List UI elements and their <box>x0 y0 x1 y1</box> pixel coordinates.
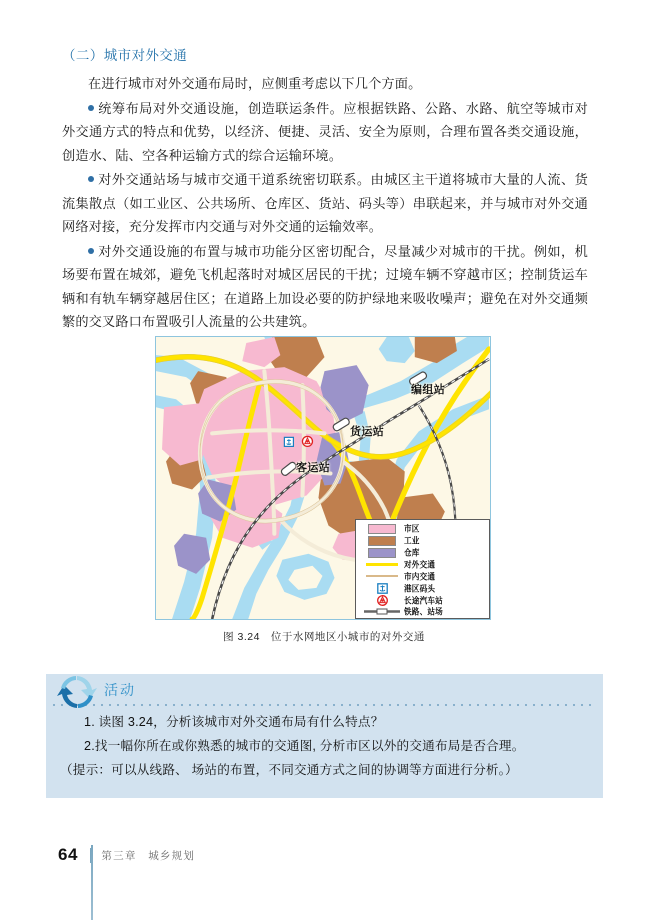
map-label-marshalling-yard: 编组站 <box>411 384 446 396</box>
bullet-dot-icon <box>88 176 94 182</box>
port-dock-icon <box>284 437 293 446</box>
legend-item-external-transport <box>360 559 485 571</box>
page-title: （二）城市对外交通 <box>62 48 188 63</box>
legend-label-bus-station: 长途汽车站 <box>404 594 443 606</box>
activity-divider <box>50 704 591 706</box>
map-frame <box>155 336 491 620</box>
legend-label-industry: 工业 <box>404 535 420 546</box>
activity-box <box>46 674 603 798</box>
page-footer <box>58 845 195 865</box>
page-content <box>62 44 588 335</box>
legend-item-urban <box>360 523 485 535</box>
paragraph-bullet-3-text: 对外交通设施的布置与城市功能分区密切配合，尽量减少对城市的干扰。例如，机场要布置在城郊，避免飞机起落时对城区居民的干扰；过境车辆不穿越市区；控制货运车辆和有轨车辆穿越居住区；在道路上加设必要的防护绿地来吸收噪声；避免在对外交通频繁的交叉路口布置吸引人流量的公共建筑。 <box>62 243 588 329</box>
railway-icon <box>360 607 404 616</box>
paragraph-intro: 在进行城市对外交通布局时，应侧重考虑以下几个方面。 <box>88 76 422 91</box>
page-spine-line <box>91 845 93 920</box>
bullet-dot-icon <box>88 248 94 254</box>
legend-label-railway: 铁路、站场 <box>404 606 443 618</box>
legend-item-bus-station <box>360 594 485 606</box>
legend-label-port-dock: 港区码头 <box>404 583 436 594</box>
legend-item-inner-transport <box>360 571 485 583</box>
legend-swatch-warehouse <box>360 548 404 558</box>
activity-item-1: 1. 读图 3.24，分析该城市对外交通布局有什么特点？ <box>84 715 384 729</box>
figure-caption: 图 3.24 位于水网地区小城市的对外交通 <box>223 631 425 643</box>
bus-station-icon <box>302 436 312 446</box>
map-label-passenger-station: 客运站 <box>296 462 331 474</box>
legend-swatch-industry <box>360 536 404 546</box>
bullet-dot-icon <box>88 105 94 111</box>
paragraph-bullet-1 <box>62 97 588 168</box>
paragraph-bullet-3 <box>62 240 588 334</box>
activity-items <box>46 708 603 782</box>
bus-station-icon <box>360 595 404 606</box>
figure-3-24 <box>155 336 493 644</box>
legend-label-urban: 市区 <box>404 523 420 534</box>
paragraph-bullet-2-text: 对外交通站场与城市交通干道系统密切联系。由城区主干道将城市大量的人流、货流集散点（如工业区、公共场所、仓库区、货站、码头等）串联起来，并与城市对外交通网络对接，充分发挥市内交通与对外交通的运输效率。 <box>62 172 588 234</box>
footer-chapter-title: 第三章 城乡规划 <box>101 849 196 862</box>
map-legend <box>355 519 490 619</box>
paragraph-bullet-1-text: 统筹布局对外交通设施，创造联运条件。应根据铁路、公路、水路、航空等城市对外交通方式的特点和优势，以经济、便捷、灵活、安全为原则，合理布置各类交通设施，创造水、陆、空各种运输方式的综合运输环境。 <box>62 100 588 163</box>
legend-line-inner-transport <box>360 575 404 577</box>
legend-label-external-transport: 对外交通 <box>404 559 436 570</box>
legend-item-railway <box>360 606 485 618</box>
activity-header <box>46 674 603 708</box>
legend-line-external-transport <box>360 563 404 566</box>
legend-label-inner-transport: 市内交通 <box>404 571 436 582</box>
legend-item-industry <box>360 535 485 547</box>
legend-item-port-dock <box>360 582 485 594</box>
activity-title: 活动 <box>104 682 136 698</box>
legend-item-warehouse <box>360 547 485 559</box>
map-label-freight-station: 货运站 <box>350 426 385 438</box>
refresh-cycle-icon <box>54 670 100 714</box>
legend-label-warehouse: 仓库 <box>404 547 420 558</box>
port-dock-icon <box>360 583 404 594</box>
paragraph-bullet-2 <box>62 168 588 239</box>
legend-swatch-urban <box>360 524 404 534</box>
activity-item-2: 2.找一幅你所在或你熟悉的城市的交通图, 分析市区以外的交通布局是否合理。 <box>84 739 525 753</box>
activity-item-3: （提示：可以从线路、 场站的布置，不同交通方式之间的协调等方面进行分析。） <box>60 763 518 777</box>
page-number: 64 <box>58 845 78 864</box>
